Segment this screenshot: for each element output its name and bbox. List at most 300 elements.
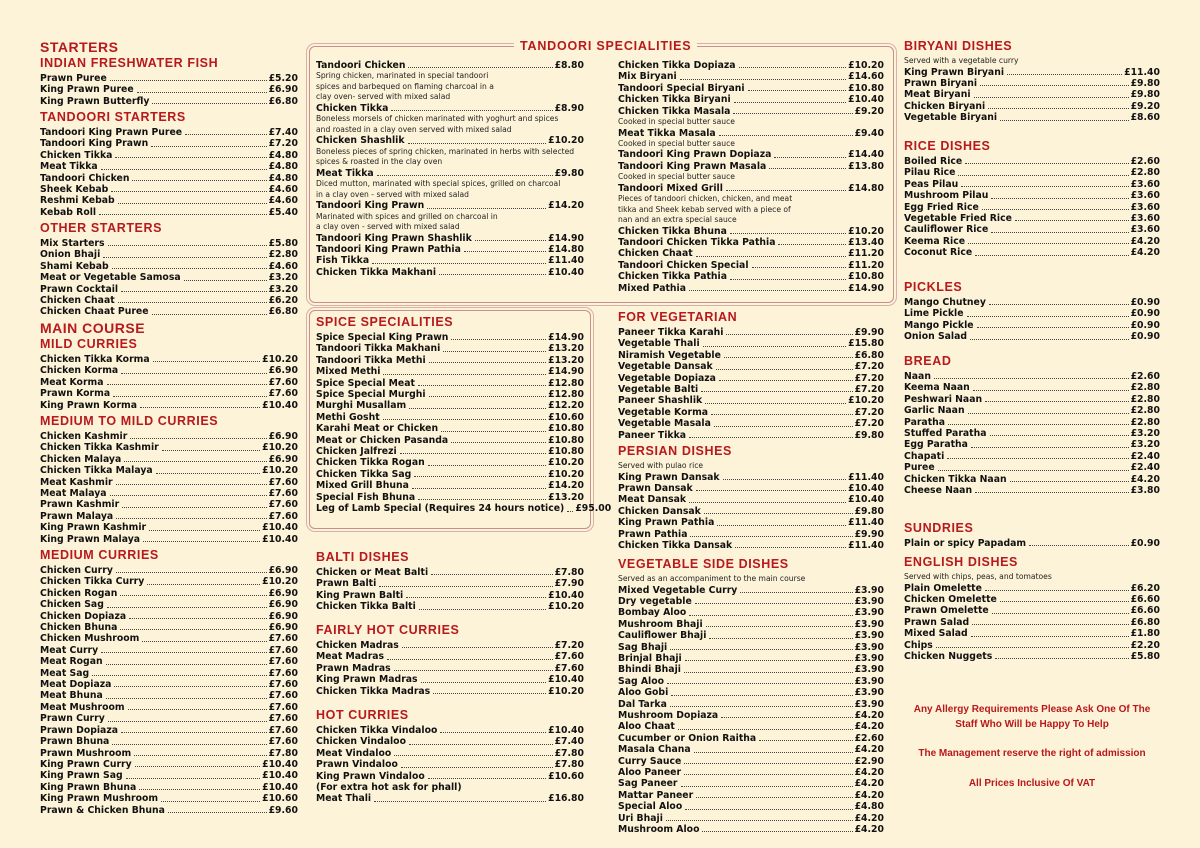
item-price: £13.20 (548, 343, 584, 355)
dot-leader (936, 647, 1129, 648)
menu-item (316, 725, 584, 736)
item-name: Meat Korma (40, 376, 104, 388)
tandoori-right (618, 60, 884, 294)
item-price: £4.80 (268, 172, 298, 184)
item-price: £4.20 (854, 778, 884, 790)
dot-leader (958, 175, 1128, 176)
menu-item (316, 503, 612, 515)
item-name: Prawn Curry (40, 713, 105, 725)
dot-leader (431, 574, 552, 575)
item-name: Chicken Tikka Balti (316, 601, 416, 613)
menu-item (40, 736, 298, 747)
tandoori-left (316, 60, 584, 278)
item-price: £11.20 (848, 259, 884, 271)
menu-item (316, 674, 584, 685)
dot-leader (704, 513, 853, 514)
item-price: £7.60 (268, 667, 298, 679)
item-price: £10.60 (548, 770, 584, 782)
dot-leader (475, 240, 546, 241)
item-price: £2.80 (1130, 416, 1160, 428)
dot-leader (134, 755, 266, 756)
menu-item (618, 642, 884, 653)
item-price: £2.80 (268, 249, 298, 261)
dot-leader (121, 373, 266, 374)
item-name: Chicken Sag (40, 599, 104, 611)
item-price: £7.60 (268, 633, 298, 645)
dot-leader (694, 752, 853, 753)
menu-item (40, 656, 298, 667)
item-name: Chapati (904, 450, 945, 462)
dot-leader (185, 134, 266, 135)
item-name: Chicken Madras (316, 640, 399, 651)
item-price: £4.80 (268, 149, 298, 161)
dot-leader (372, 263, 546, 264)
menu-item (316, 567, 584, 578)
item-price: £7.60 (268, 656, 298, 668)
menu-item (618, 596, 884, 607)
item-price: £6.90 (268, 622, 298, 634)
dot-leader (120, 595, 266, 596)
item-name: Vegetable Masala (618, 418, 711, 430)
item-list (904, 297, 1160, 343)
item-price: £6.80 (854, 349, 884, 361)
menu-item (316, 457, 584, 468)
item-list (40, 238, 298, 318)
section-sundries (904, 521, 1160, 549)
menu-item (904, 89, 1160, 100)
item-list (40, 431, 298, 545)
menu-item (904, 371, 1160, 382)
item-name: Vegetable Dopiaza (618, 372, 716, 384)
dot-leader (129, 618, 266, 619)
item-price: £3.90 (854, 698, 884, 710)
item-name: Onion Salad (904, 331, 968, 343)
dot-leader (116, 572, 267, 573)
menu-item (40, 388, 298, 399)
item-price: £2.80 (1130, 382, 1160, 394)
item-name: Chips (904, 639, 933, 651)
item-price: £2.60 (1130, 371, 1160, 382)
item-price: £10.40 (548, 589, 584, 601)
item-price: £9.40 (854, 127, 884, 139)
item-price: £12.80 (548, 377, 584, 389)
menu-item (618, 529, 884, 540)
menu-item (40, 782, 298, 793)
menu-item (40, 599, 298, 610)
item-price: £7.20 (854, 406, 884, 418)
section-title: MEDIUM CURRIES (40, 548, 159, 562)
item-price: £7.60 (268, 476, 298, 488)
item-name: Methi Gosht (316, 411, 380, 423)
item-price: £8.90 (554, 102, 584, 114)
menu-item (618, 790, 884, 801)
item-name: Chicken Shashlik (316, 135, 405, 147)
dot-leader (717, 525, 846, 526)
item-name: Sag Aloo (618, 675, 665, 687)
menu-item (40, 365, 298, 376)
dot-leader (989, 304, 1129, 305)
item-price: £12.80 (548, 389, 584, 401)
item-name: Aloo Paneer (618, 767, 682, 778)
item-list (904, 538, 1160, 549)
item-price: £5.80 (268, 238, 298, 249)
dot-leader (408, 67, 552, 68)
item-name: Prawn Pathia (618, 528, 688, 540)
item-price: £4.80 (268, 161, 298, 173)
item-list (40, 565, 298, 816)
menu-item (40, 759, 298, 770)
item-list (40, 127, 298, 218)
dot-leader (162, 450, 260, 451)
item-name: Mushroom Pilau (904, 190, 989, 202)
dot-leader (116, 518, 266, 519)
item-price: £0.90 (1130, 331, 1160, 343)
phall-note: (For extra hot ask for phall) (316, 782, 462, 794)
menu-item (618, 327, 884, 338)
menu-item (40, 477, 298, 488)
menu-item (40, 295, 298, 306)
item-price: £0.90 (1130, 308, 1160, 320)
dot-leader (408, 143, 547, 144)
menu-item (904, 236, 1160, 247)
item-name: Spice Special King Prawn (316, 332, 449, 343)
dot-leader (394, 755, 552, 756)
item-list (316, 640, 584, 697)
section-fish (40, 56, 298, 107)
dot-leader (730, 233, 846, 234)
item-name: Brinjal Bhaji (618, 652, 682, 664)
dot-leader (412, 488, 546, 489)
item-price: £6.90 (268, 599, 298, 611)
dot-leader (769, 168, 846, 169)
item-name: Chicken Rogan (40, 587, 118, 599)
item-price: £10.80 (848, 82, 884, 94)
dot-leader (990, 435, 1129, 436)
menu-item (40, 611, 298, 622)
item-price: £3.80 (1130, 485, 1160, 497)
dot-leader (734, 102, 846, 103)
section-english (904, 555, 1160, 662)
menu-item (904, 156, 1160, 167)
menu-item (904, 224, 1160, 235)
item-name: Chicken Vindaloo (316, 736, 406, 748)
menu-item (904, 202, 1160, 213)
item-name: Aloo Chaat (618, 721, 675, 733)
item-price: £10.80 (848, 271, 884, 283)
item-name: Chicken Biryani (904, 100, 986, 112)
menu-item (40, 73, 298, 84)
dot-leader (451, 442, 546, 443)
dot-leader (101, 169, 267, 170)
dot-leader (383, 419, 546, 420)
item-price: £2.80 (1130, 167, 1160, 179)
menu-item (618, 687, 884, 698)
section-persian (618, 444, 884, 551)
item-name: Prawn Omelette (904, 605, 989, 617)
item-name: Egg Paratha (904, 439, 968, 451)
item-price: £6.90 (268, 453, 298, 465)
dot-leader (132, 180, 266, 181)
dot-leader (184, 280, 267, 281)
item-name: Cheese Naan (904, 485, 973, 497)
dot-leader (115, 157, 266, 158)
dot-leader (985, 401, 1128, 402)
item-price: £2.40 (1130, 462, 1160, 474)
item-list (618, 472, 884, 552)
menu-item (40, 534, 298, 545)
menu-item (40, 668, 298, 679)
item-name: Prawn Malaya (40, 510, 114, 522)
dot-leader (733, 113, 852, 114)
section-title: FOR VEGETARIAN (618, 310, 738, 324)
item-name: Mixed Grill Bhuna (316, 480, 409, 492)
menu-item (316, 135, 584, 146)
menu-item (618, 585, 884, 596)
menu-item (904, 451, 1160, 462)
item-price: £4.60 (268, 260, 298, 272)
item-price: £9.20 (1130, 100, 1160, 112)
menu-item (316, 423, 584, 434)
item-name: Mushroom Aloo (618, 824, 700, 836)
item-price: £3.90 (854, 595, 884, 607)
menu-item (618, 183, 884, 194)
item-price: £4.20 (854, 744, 884, 756)
item-name: King Prawn Butterfly (40, 95, 150, 107)
dot-leader (428, 778, 546, 779)
dot-leader (140, 407, 260, 408)
item-price: £10.40 (262, 522, 298, 534)
dot-leader (103, 257, 266, 258)
dot-leader (383, 374, 546, 375)
item-price: £10.20 (548, 457, 584, 469)
menu-item (904, 213, 1160, 224)
item-price: £8.80 (554, 60, 584, 71)
item-price: £6.60 (1130, 593, 1160, 605)
menu-item (904, 485, 1160, 496)
item-list (618, 585, 884, 836)
item-price: £3.20 (1130, 428, 1160, 440)
item-list (618, 60, 884, 294)
item-name: Chicken Tikka Korma (40, 354, 150, 365)
menu-item (316, 355, 584, 366)
item-price: £5.20 (268, 73, 298, 84)
menu-item (904, 617, 1160, 628)
item-price: £3.90 (854, 630, 884, 642)
menu-item (618, 407, 884, 418)
item-name: Mushroom Dopiaza (618, 709, 719, 721)
item-name: King Prawn Biryani (904, 66, 1005, 78)
item-name: Keema Rice (904, 235, 966, 247)
menu-item (618, 744, 884, 755)
item-name: Mushroom Bhaji (618, 618, 703, 630)
menu-item (316, 601, 584, 612)
item-name: Mixed Vegetable Curry (618, 584, 738, 596)
item-name: Chicken Chaat (40, 295, 115, 307)
item-name: Tandoori King Prawn Masala (618, 160, 767, 172)
item-name: Special Aloo (618, 801, 683, 813)
menu-item (904, 394, 1160, 405)
menu-item (904, 308, 1160, 319)
menu-item (904, 417, 1160, 428)
item-name: Chicken Tikka (316, 102, 389, 114)
dot-leader (748, 90, 847, 91)
item-list (40, 354, 298, 411)
item-price: £10.20 (262, 354, 298, 365)
item-price: £7.60 (268, 499, 298, 511)
item-price: £2.20 (1130, 639, 1160, 651)
item-name: Paneer Shashlik (618, 395, 703, 407)
item-name: Chicken Tikka Madras (316, 685, 431, 697)
dot-leader (696, 490, 846, 491)
item-name: Vegetable Korma (618, 406, 709, 418)
dot-leader (705, 403, 846, 404)
item-price: £6.80 (268, 95, 298, 107)
menu-item (40, 645, 298, 656)
dot-leader (99, 214, 266, 215)
item-name: Meat Tikka Masala (618, 127, 716, 139)
menu-item (904, 67, 1160, 78)
item-price: £12.20 (548, 400, 584, 412)
item-name: Chicken Tikka Rogan (316, 457, 425, 469)
menu-item (618, 619, 884, 630)
item-price: £4.20 (854, 789, 884, 801)
item-name: Tandoori King Prawn Pathia (316, 243, 461, 255)
item-name: Murghi Musallam (316, 400, 407, 412)
dot-leader (967, 316, 1129, 317)
item-price: £10.80 (548, 434, 584, 446)
section-title: ENGLISH DISHES (904, 555, 1018, 569)
item-price: £14.90 (548, 332, 584, 343)
item-name: Meat Tikka (40, 161, 98, 173)
dot-leader (971, 636, 1129, 637)
item-price: £4.60 (268, 184, 298, 196)
menu-item (618, 83, 884, 94)
dot-leader (110, 495, 267, 496)
item-name: Prawn Biryani (904, 77, 978, 89)
dot-leader (440, 732, 546, 733)
dot-leader (671, 695, 852, 696)
section-title: MEDIUM TO MILD CURRIES (40, 414, 219, 428)
menu-item (618, 801, 884, 812)
item-description: Pieces of tandoori chicken, chicken, and meat tikka and Sheek kebab served with a piece of nan and an extra special sauce (618, 194, 793, 225)
dot-leader (689, 437, 853, 438)
dot-leader (168, 812, 267, 813)
dot-leader (724, 357, 853, 358)
menu-item (40, 565, 298, 576)
item-name: King Prawn Kashmir (40, 522, 147, 534)
dot-leader (1000, 601, 1129, 602)
item-name: Mixed Methi (316, 366, 381, 378)
item-name: Special Fish Bhuna (316, 491, 416, 503)
menu-item (40, 713, 298, 724)
item-name: Chicken Tikka Pathia (618, 271, 727, 283)
dot-leader (968, 413, 1129, 414)
dot-leader (443, 351, 546, 352)
menu-item (904, 439, 1160, 450)
section-subtitle: Served with a vegetable curry (904, 56, 1019, 65)
dot-leader (433, 693, 546, 694)
menu-item (40, 748, 298, 759)
menu-item (40, 454, 298, 465)
item-price: £10.20 (262, 442, 298, 454)
item-name: Aloo Gobi (618, 687, 669, 699)
menu-item (618, 824, 884, 835)
item-price: £10.20 (548, 685, 584, 697)
dot-leader (149, 530, 260, 531)
menu-item (904, 297, 1160, 308)
item-price: £10.40 (548, 674, 584, 686)
menu-item (904, 594, 1160, 605)
item-name: Meat Malaya (40, 488, 107, 500)
item-price: £9.80 (854, 429, 884, 441)
menu-item (40, 127, 298, 138)
item-price: £2.80 (1130, 405, 1160, 417)
dot-leader (992, 613, 1129, 614)
item-name: King Prawn Mushroom (40, 793, 159, 805)
item-description: Boneless pieces of spring chicken, marinated in herbs with selected spices & roasted in the clay oven (316, 146, 575, 167)
menu-item (40, 679, 298, 690)
section-subtitle: Served as an accompaniment to the main course (618, 574, 806, 583)
item-price: £10.20 (548, 135, 584, 147)
menu-item (316, 686, 584, 697)
menu-item (618, 395, 884, 406)
item-name: Meat Tikka (316, 167, 374, 179)
item-name: Spice Special Meat (316, 377, 415, 389)
item-price: £11.20 (848, 248, 884, 260)
menu-item (618, 237, 884, 248)
dot-leader (759, 740, 852, 741)
menu-item (618, 271, 884, 282)
item-name: Tandoori Chicken Tikka Pathia (618, 237, 776, 249)
menu-item (40, 238, 298, 249)
item-list (40, 73, 298, 107)
menu-item (316, 244, 584, 255)
item-name: Chicken Omelette (904, 593, 997, 605)
dot-leader (128, 709, 267, 710)
dot-leader (106, 698, 267, 699)
menu-item (618, 71, 884, 82)
menu-item (40, 207, 298, 218)
item-name: Peas Pilau (904, 178, 959, 190)
item-name: Chicken Jalfrezi (316, 446, 397, 458)
dot-leader (120, 629, 266, 630)
item-price: £13.20 (548, 491, 584, 503)
dot-leader (379, 586, 552, 587)
dot-leader (696, 797, 852, 798)
menu-item (316, 366, 584, 377)
menu-item (316, 640, 584, 651)
menu-item (316, 200, 584, 211)
item-name: Fish Tikka (316, 255, 370, 267)
menu-item (40, 442, 298, 453)
item-price: £1.80 (1130, 628, 1160, 640)
item-price: £9.80 (854, 505, 884, 517)
item-price: £14.80 (848, 182, 884, 194)
dot-leader (377, 175, 553, 176)
menu-item (40, 184, 298, 195)
item-price: £0.90 (1130, 319, 1160, 331)
menu-item (618, 248, 884, 259)
menu-item (40, 354, 298, 365)
menu-item (316, 103, 584, 114)
section-medium-mild (40, 414, 298, 545)
menu-item (316, 267, 584, 278)
item-name: Bombay Aloo (618, 607, 687, 619)
item-name: Prawn Bhuna (40, 736, 110, 748)
dot-leader (1007, 74, 1122, 75)
item-list (618, 327, 884, 441)
item-name: Vegetable Thali (618, 338, 700, 350)
